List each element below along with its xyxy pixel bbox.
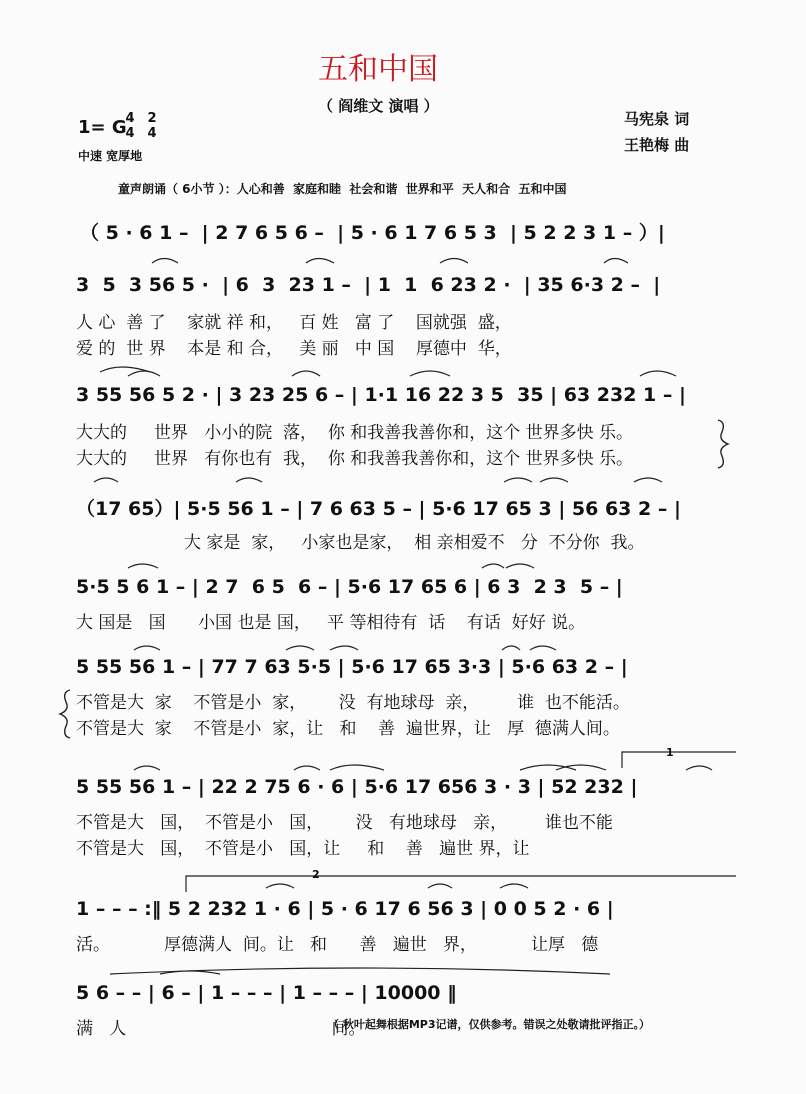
notation-line: （17 65）| 5·5 56 1 – | 7 6 63 5 – | 5·6 17 65 3 | 56 63 2 – | — [76, 498, 681, 520]
key-signature: 1= G — [78, 117, 127, 138]
volta-brackets — [186, 752, 736, 892]
brace-marks — [60, 420, 728, 738]
lyric-line: 大大的 世界 小小的院 落， 你 和我善我善你和，这个 世界多快 乐。 — [76, 423, 634, 443]
notation-line: 3 5 3 56 5 · | 6 3 23 1 – | 1 1 6 23 2 · | 35 6·3 2 – | — [76, 274, 661, 296]
notation-line: 5 55 56 1 – | 77 7 63 5·5 | 5·6 17 65 3·3 | 5·6 63 2 – | — [76, 656, 628, 678]
time-signature-2-bottom: 4 — [147, 126, 157, 141]
lyric-line: 爱 的 世 界 本是 和 合， 美 丽 中 国 厚德中 华， — [76, 339, 512, 359]
lyric-line: 不管是大 国， 不管是小 国，让 和 善 遍世 界，让 — [76, 839, 530, 859]
lyricist-credit: 马宪泉 词 — [624, 110, 690, 128]
transcriber-note: （ 秋叶起舞根据MP3记谱，仅供参考。错误之处敬请批评指正。） — [328, 1018, 650, 1031]
notation-line: （ 5 · 6 1 – | 2 7 6 5 6 – | 5 · 6 1 7 6 5 3 | 5 2 2 3 1 – ）| — [80, 222, 665, 244]
notation-line: 5 55 56 1 – | 22 2 75 6 · 6 | 5·6 17 656 3 · 3 | 52 232 | — [76, 776, 638, 798]
notation-line: 3 55 56 5 2 · | 3 23 25 6 – | 1·1 16 22 3 5 35 | 63 232 1 – | — [76, 384, 686, 406]
lyric-line: 人 心 善 了 家就 祥 和， 百 姓 富 了 国就强 盛， — [76, 313, 512, 333]
lyric-line: 满 人 间。 — [76, 1019, 366, 1039]
lyric-line: 不管是大 国， 不管是小 国， 没 有地球母 亲， 谁也不能 — [76, 813, 613, 833]
tempo-marking: 中速 宽厚地 — [78, 149, 143, 163]
volta-2-label: 2 — [312, 868, 320, 881]
time-signature-1-top: 4 — [125, 111, 135, 126]
intro-recitation: 童声朗诵（ 6小节 ）：人心和善 家庭和睦 社会和谐 世界和平 天人和合 五和中国 — [118, 182, 567, 196]
lyric-line: 大 家是 家， 小家也是家， 相 亲相爱不 分 不分你 我。 — [184, 533, 645, 553]
notation-line: 5·5 5 6 1 – | 2 7 6 5 6 – | 5·6 17 65 6 | 6 3 2 3 5 – | — [76, 576, 623, 598]
notation-line: 5 6 – – | 6 – | 1 – – – | 1 – – – | 10000 ‖ — [76, 982, 457, 1004]
lyric-line: 大大的 世界 有你也有 我， 你 和我善我善你和，这个 世界多快 乐。 — [76, 449, 634, 469]
singer-credit: （ 阎维文 演唱 ） — [318, 97, 439, 115]
lyric-line: 不管是大 家 不管是小 家， 没 有地球母 亲， 谁 也不能活。 — [76, 693, 630, 713]
volta-1-label: 1 — [666, 746, 674, 759]
notation-line: 1 – – – :‖ 5 2 232 1 · 6 | 5 · 6 17 6 56 3 | 0 0 5 2 · 6 | — [76, 898, 614, 920]
slur-marks — [94, 259, 712, 975]
composer-credit: 王艳梅 曲 — [624, 136, 690, 154]
lyric-line: 不管是大 家 不管是小 家，让 和 善 遍世界，让 厚 德满人间。 — [76, 719, 620, 739]
song-title: 五和中国 — [318, 52, 438, 87]
lyric-line: 大 国是 国 小国 也是 国， 平 等相待有 话 有话 好好 说。 — [76, 613, 586, 633]
time-signature-2-top: 2 — [147, 111, 157, 126]
lyric-line: 活。 厚德满人 间。让 和 善 遍世 界， 让厚 德 — [76, 935, 599, 955]
time-signature-1-bottom: 4 — [125, 126, 135, 141]
